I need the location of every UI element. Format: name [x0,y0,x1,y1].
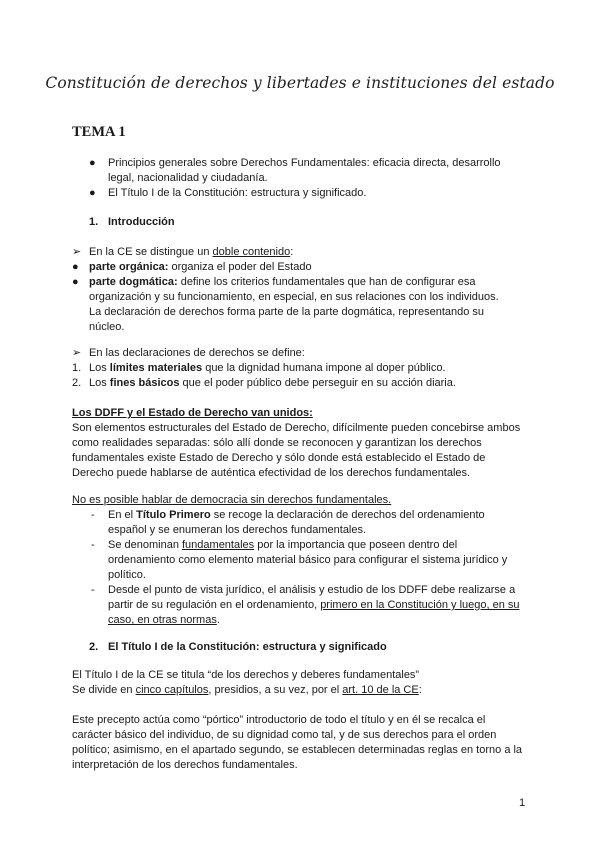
section-1-number: 1. [89,216,99,228]
dash-marker: - [91,539,95,551]
fundamentales-line-2: ordenamiento como elemento material básico para configurar el sistema jurídico y [108,554,508,566]
section-2-number: 2. [89,641,99,653]
ddff-paragraph-line-1: Son elementos estructurales del Estado de Derecho, difícilmente pueden concebirse ambos [72,422,521,434]
dash-marker: - [91,509,95,521]
portico-paragraph-line-3: político; asimismo, en el apartado segundo, se establecen determinadas reglas en torno a la [72,744,523,756]
parte-organica-line: parte orgánica: organiza el poder del Estado [89,261,312,273]
limites-materiales-line: Los límites materiales que la dignidad humana impone al doper público. [89,362,446,374]
bullet-icon: ● [72,261,79,273]
democracia-line: No es posible hablar de democracia sin derechos fundamentales. [72,494,392,506]
bullet-icon: ● [89,187,96,199]
doble-contenido-line: En la CE se distingue un doble contenido: [89,246,294,258]
titulo-primero-line-1: En el Título Primero se recoge la declaración de derechos del ordenamiento [108,509,485,521]
fundamentales-line-3: político. [108,569,146,581]
page-number: 1 [519,797,526,809]
titulo-primero-line-2: español y se enumeran los derechos fundamentales. [108,524,367,536]
section-1-heading: Introducción [108,216,175,228]
arrow-bullet-icon: ➢ [72,347,82,359]
capitulos-line: Se divide en cinco capítulos, presidios, a su vez, por el art. 10 de la CE: [72,684,422,696]
juridico-line-3: caso, en otras normas. [108,614,220,626]
numbered-marker: 1. [72,362,82,374]
intro-bullet-1-line-1: Principios generales sobre Derechos Fundamentales: eficacia directa, desarrollo [108,157,501,169]
bullet-icon: ● [89,157,96,169]
tema-heading: TEMA 1 [72,124,126,140]
bullet-icon: ● [72,276,79,288]
titulo-i-line: El Título I de la CE se titula “de los derechos y deberes fundamentales” [72,669,420,681]
juridico-line-1: Desde el punto de vista jurídico, el análisis y estudio de los DDFF debe realizarse a [108,584,516,596]
portico-paragraph-line-2: carácter básico del individuo, de su dignidad como tal, y de sus derechos para el orden [72,729,497,741]
portico-paragraph-line-4: interpretación de los derechos fundamentales. [72,759,298,771]
fines-basicos-line: Los fines básicos que el poder público debe perseguir en su acción diaria. [89,377,456,389]
numbered-marker: 2. [72,377,82,389]
ddff-heading: Los DDFF y el Estado de Derecho van unidos: [72,407,313,419]
ddff-paragraph-line-2: como realidades separadas: sólo allí donde se reconocen y garantizan los derechos [72,437,482,449]
section-2-heading: El Título I de la Constitución: estructura y significado [108,641,387,653]
declaraciones-line: En las declaraciones de derechos se define: [89,347,305,359]
fundamentales-line-1: Se denominan fundamentales por la importancia que poseen dentro del [108,539,458,551]
ddff-paragraph-line-3: fundamentales existe Estado de Derecho y sólo donde está establecido el Estado de [72,452,486,464]
intro-bullet-1-line-2: legal, nacionalidad y ciudadanía. [108,172,268,184]
document-title: Constitución de derechos y libertades e instituciones del estado [45,74,555,92]
parte-dogmatica-line-2: organización y su funcionamiento, en especial, en sus relaciones con los individuos. [89,291,499,303]
juridico-line-2: partir de su regulación en el ordenamiento, primero en la Constitución y luego, en su [108,599,520,611]
dash-marker: - [91,584,95,596]
intro-bullet-2: El Título I de la Constitución: estructura y significado. [108,187,367,199]
portico-paragraph-line-1: Este precepto actúa como “pórtico” introductorio de todo el título y en él se recalca el [72,714,486,726]
parte-dogmatica-line-3: La declaración de derechos forma parte de la parte dogmática, representando su [89,306,485,318]
parte-dogmatica-line-4: núcleo. [89,321,125,333]
arrow-bullet-icon: ➢ [72,246,82,258]
parte-dogmatica-line-1: parte dogmática: define los criterios fundamentales que han de configurar esa [89,276,476,288]
ddff-paragraph-line-4: Derecho puede hablarse de auténtica efectividad de los derechos fundamentales. [72,467,471,479]
